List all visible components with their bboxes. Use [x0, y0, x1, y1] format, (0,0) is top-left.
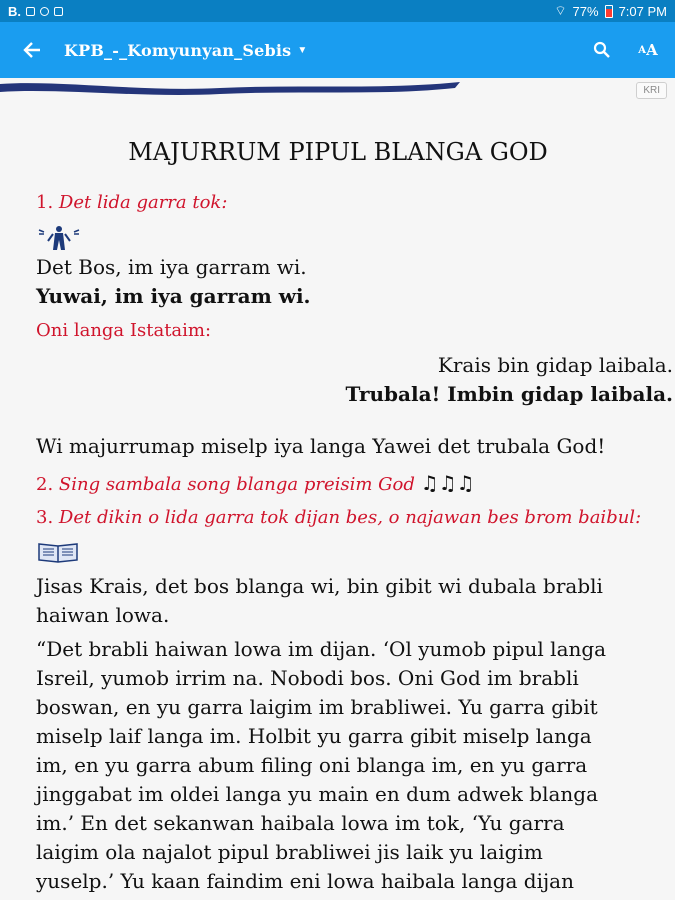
status-right: [554, 3, 667, 19]
text-line: “Det brabli haiwan lowa im dijan. ‘Ol yumob pipul langa: [36, 637, 607, 661]
scripture-paragraph-1: [36, 572, 666, 630]
bible-icon: [36, 540, 80, 564]
text-line: haiwan lowa.: [36, 603, 170, 627]
notification-icon: [40, 7, 49, 16]
dropdown-arrow-icon: ▼: [297, 44, 308, 56]
reader-content[interactable]: [0, 78, 675, 900]
page-title: MAJURRUM PIPUL BLANGA GOD: [128, 138, 548, 166]
font-size-icon: A: [638, 44, 647, 56]
font-size-button[interactable]: [625, 22, 671, 78]
text-line: im, en yu garra abum filing oni blanga im, en yu garra: [36, 753, 588, 777]
text-line: yuselp.’ Yu kaan faindim eni lowa haibala langa dijan: [36, 869, 574, 893]
leader-speaking-icon: [36, 224, 82, 252]
book-title: KPB_-_Komyunyan_Sebis: [64, 40, 292, 60]
text-line: laigim ola najalot pipul brabliwei jis laik yu laigim: [36, 840, 543, 864]
instruction-1: [36, 192, 227, 213]
banner-brush-stroke: [0, 78, 460, 96]
status-carrier: B.: [8, 3, 21, 19]
text-line: Jisas Krais, det bos blanga wi, bin gibit wi dubala brabli: [36, 574, 603, 598]
step-number: 2.: [36, 474, 54, 495]
text-line: miselp laif langa im. Holbit yu garra gibit miselp langa: [36, 724, 592, 748]
arrow-left-icon: [23, 41, 41, 59]
font-size-icon: A: [646, 41, 658, 59]
wifi-icon: ⌔: [554, 3, 567, 18]
step-text: Det dikin o lida garra tok dijan bes, o najawan bes brom baibul:: [58, 507, 642, 528]
response-line: Yuwai, im iya garram wi.: [36, 284, 311, 308]
music-notes-icon: ♫♫♫: [420, 471, 475, 495]
text-line: jinggabat im oldei langa yu main en dum adwek blanga: [36, 782, 598, 806]
search-button[interactable]: [579, 22, 625, 78]
text-line: boswan, en yu garra laigim im brabliwei. Yu garra gibit: [36, 695, 598, 719]
step-text: Det lida garra tok:: [58, 192, 228, 213]
step-number: 3.: [36, 507, 54, 528]
season-label: Oni langa Istataim:: [36, 320, 212, 341]
book-selector[interactable]: [64, 41, 579, 60]
clock: 7:07 PM: [618, 3, 667, 19]
instruction-3: [36, 507, 641, 528]
instruction-2: [36, 471, 474, 495]
battery-percent: 77%: [572, 3, 599, 19]
back-button[interactable]: [0, 22, 64, 78]
easter-response-line: Trubala! Imbin gidap laibala.: [345, 382, 673, 406]
text-line: im.’ En det sekanwan haibala lowa im tok, ‘Yu garra: [36, 811, 565, 835]
leader-line: Det Bos, im iya garram wi.: [36, 255, 307, 279]
status-left: [8, 4, 63, 19]
scripture-paragraph-2: [36, 635, 666, 896]
version-badge[interactable]: KRI: [636, 82, 667, 99]
easter-leader-line: Krais bin gidap laibala.: [437, 353, 673, 377]
gallery-icon: [54, 7, 63, 16]
notification-icon: [26, 7, 35, 16]
status-bar: [0, 0, 675, 22]
app-bar: [0, 22, 675, 78]
step-text: Sing sambala song blanga preisim God: [58, 474, 415, 495]
search-icon: [593, 41, 611, 59]
step-number: 1.: [36, 192, 54, 213]
worship-line: Wi majurrumap miselp iya langa Yawei det trubala God!: [36, 434, 606, 458]
text-line: Isreil, yumob irrim na. Nobodi bos. Oni God im brabli: [36, 666, 579, 690]
battery-icon: [605, 5, 613, 18]
